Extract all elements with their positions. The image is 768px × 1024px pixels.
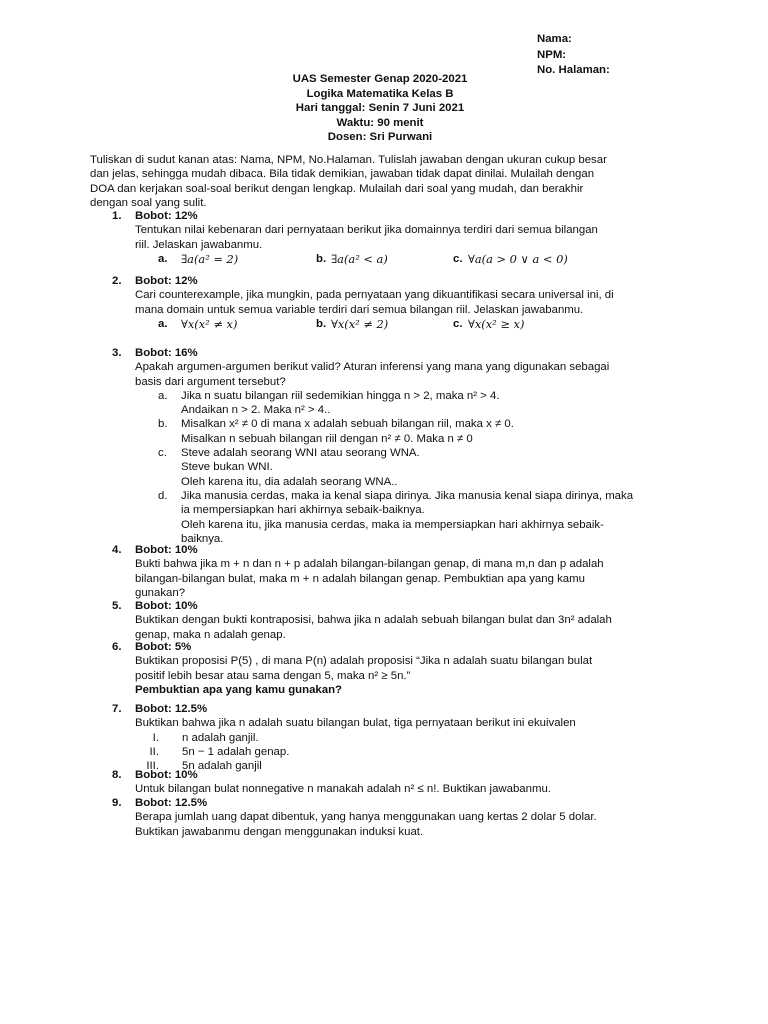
- question-text-line: Cari counterexample, jika mungkin, pada pernyataan yang dikuantifikasi secara universal ini, di: [135, 289, 614, 302]
- question-body: [135, 768, 690, 797]
- instruction-line: dengan soal yang sulit.: [90, 196, 207, 209]
- sub-item-label: d.: [158, 489, 168, 502]
- option-label: a.: [158, 252, 168, 265]
- question-text-line: mana domain untuk semua variable terdiri dari semua bilangan riil. Jelaskan jawabanmu.: [135, 303, 584, 316]
- option-label: c.: [453, 317, 463, 330]
- question-weight: Bobot: 10%: [135, 544, 198, 556]
- nama-label: Nama:: [537, 33, 572, 45]
- equivalence-text: 5n adalah ganjil: [182, 760, 262, 773]
- sub-item-line: Misalkan n sebuah bilangan riil dengan n² ≠ 0. Maka n ≠ 0: [181, 432, 473, 445]
- instruction-line: DOA dan kerjakan soal-soal berikut dengan lengkap. Mulailah dari soal yang mudah, dan berakhir: [90, 182, 584, 195]
- question-number: 2.: [112, 275, 122, 287]
- question-text-line: Apakah argumen-argumen berikut valid? Aturan inferensi yang mana yang digunakan sebagai: [135, 361, 610, 374]
- question-body: [135, 796, 690, 839]
- sub-item-line: Oleh karena itu, jika manusia cerdas, maka ia mempersiapkan hari akhirnya sebaik-: [181, 518, 604, 531]
- question-text-line: Buktikan bahwa jika n adalah suatu bilangan bulat, tiga pernyataan berikut ini ekuivalen: [135, 717, 576, 730]
- question-body: [135, 209, 690, 267]
- question-text-line: Berapa jumlah uang dapat dibentuk, yang hanya menggunakan uang kertas 2 dolar 5 dolar.: [135, 811, 597, 824]
- sub-item-line: Oleh karena itu, dia adalah seorang WNA..: [181, 475, 398, 488]
- question-weight: Bobot: 5%: [135, 641, 192, 653]
- sub-item-line: Steve bukan WNI.: [181, 461, 273, 474]
- equivalence-item: [135, 745, 690, 759]
- sub-item-line: baiknya.: [181, 532, 224, 545]
- question-text-line: Bukti bahwa jika m + n dan n + p adalah bilangan-bilangan genap, di mana m,n dan p adalah: [135, 558, 604, 571]
- equivalence-item: [135, 731, 690, 745]
- question-number: 5.: [112, 600, 122, 612]
- question-text-line: Pembuktian apa yang kamu gunakan?: [135, 683, 342, 696]
- option-expression: ∃a(a² = 2): [181, 251, 239, 266]
- question-number: 1.: [112, 210, 122, 222]
- option-expression: ∃a(a² < a): [331, 251, 388, 266]
- roman-label: III.: [146, 760, 159, 773]
- sub-item-b: [135, 417, 690, 446]
- option-expression: ∀x(x² ≥ x): [468, 316, 525, 331]
- equivalence-text: 5n − 1 adalah genap.: [182, 745, 290, 758]
- sub-item-line: Misalkan x² ≠ 0 di mana x adalah sebuah bilangan riil, maka x ≠ 0.: [181, 418, 514, 431]
- question-number: 3.: [112, 347, 122, 359]
- sub-item-line: Steve adalah seorang WNI atau seorang WNA.: [181, 447, 420, 460]
- sub-item-label: b.: [158, 418, 168, 431]
- question-text-line: bilangan-bilangan bulat, maka m + n adalah bilangan genap. Pembuktian apa yang kamu: [135, 572, 585, 585]
- options-row: [135, 252, 690, 267]
- question-body: [135, 346, 690, 546]
- option-expression: ∀x(x² ≠ x): [181, 316, 238, 331]
- question-text-line: Tentukan nilai kebenaran dari pernyataan berikut jika domainnya terdiri dari semua bilangan: [135, 224, 598, 237]
- exam-instructions: [90, 153, 680, 210]
- question-body: [135, 543, 690, 600]
- sub-item-line: ia mempersiapkan hari akhirnya sebaik-baiknya.: [181, 504, 425, 517]
- sub-item-a: [135, 389, 690, 418]
- sub-item-label: a.: [158, 389, 168, 402]
- sub-item-d: [135, 489, 690, 546]
- npm-label: NPM:: [537, 48, 567, 61]
- question-weight: Bobot: 12%: [135, 210, 198, 222]
- exam-title: UAS Semester Genap 2020-2021: [292, 73, 468, 85]
- options-row: [135, 317, 690, 332]
- question-weight: Bobot: 16%: [135, 347, 198, 359]
- option-label: a.: [158, 317, 168, 330]
- question-weight: Bobot: 12.5%: [135, 703, 208, 715]
- question-text-line: positif lebih besar atau sama dengan 5, maka n² ≥ 5n.”: [135, 669, 411, 682]
- question-text-line: genap, maka n adalah genap.: [135, 628, 286, 641]
- option-label: c.: [453, 252, 463, 265]
- question-weight: Bobot: 12%: [135, 275, 198, 287]
- question-number: 7.: [112, 703, 122, 715]
- equivalence-text: n adalah ganjil.: [182, 731, 259, 744]
- lecturer-name: Dosen: Sri Purwani: [327, 131, 433, 143]
- option-expression: ∀x(x² ≠ 2): [331, 316, 389, 331]
- sub-item-line: Andaikan n > 2. Maka n² > 4..: [181, 404, 331, 417]
- instruction-line: Tuliskan di sudut kanan atas: Nama, NPM, No.Halaman. Tulislah jawaban dengan ukuran cukup besar: [90, 154, 607, 166]
- exam-date: Hari tanggal: Senin 7 Juni 2021: [295, 102, 465, 114]
- option-label: b.: [316, 252, 327, 265]
- question-text-line: Buktikan jawabanmu dengan menggunakan induksi kuat.: [135, 825, 424, 838]
- question-body: [135, 702, 690, 773]
- question-text-line: Buktikan proposisi P(5) , di mana P(n) adalah proposisi “Jika n adalah suatu bilangan bulat: [135, 655, 593, 668]
- question-weight: Bobot: 10%: [135, 600, 198, 612]
- question-body: [135, 599, 690, 642]
- halaman-label: No. Halaman:: [537, 64, 610, 76]
- question-text-line: Untuk bilangan bulat nonnegative n manakah adalah n² ≤ n!. Buktikan jawabanmu.: [135, 783, 551, 796]
- question-text-line: Buktikan dengan bukti kontraposisi, bahwa jika n adalah sebuah bilangan bulat dan 3n² adalah: [135, 614, 612, 627]
- question-number: 4.: [112, 544, 122, 556]
- question-body: [135, 640, 690, 697]
- exam-duration: Waktu: 90 menit: [336, 116, 424, 129]
- option-expression: ∀a(a > 0 ∨ a < 0): [468, 251, 568, 266]
- question-weight: Bobot: 10%: [135, 769, 198, 781]
- question-number: 8.: [112, 769, 122, 781]
- sub-item-label: c.: [158, 447, 167, 460]
- roman-label: II.: [149, 745, 159, 758]
- exam-header: [230, 72, 530, 145]
- sub-item-c: [135, 446, 690, 489]
- sub-item-line: Jika manusia cerdas, maka ia kenal siapa dirinya. Jika manusia kenal siapa dirinya, maka: [181, 489, 634, 502]
- instruction-line: dan jelas, sehingga mudah dibaca. Bila tidak demikian, jawaban tidak dapat dinilai. Mulailah dengan: [90, 168, 595, 181]
- question-text-line: riil. Jelaskan jawabanmu.: [135, 238, 263, 251]
- course-name: Logika Matematika Kelas B: [306, 87, 454, 100]
- question-text-line: gunakan?: [135, 586, 186, 599]
- roman-label: I.: [152, 731, 159, 744]
- question-number: 6.: [112, 641, 122, 653]
- question-text-line: basis dari argument tersebut?: [135, 375, 286, 388]
- option-label: b.: [316, 317, 327, 330]
- question-weight: Bobot: 12.5%: [135, 797, 208, 809]
- student-identity-block: [537, 32, 610, 79]
- question-body: [135, 274, 690, 332]
- question-number: 9.: [112, 797, 122, 809]
- sub-item-line: Jika n suatu bilangan riil sedemikian hingga n > 2, maka n² > 4.: [181, 389, 500, 402]
